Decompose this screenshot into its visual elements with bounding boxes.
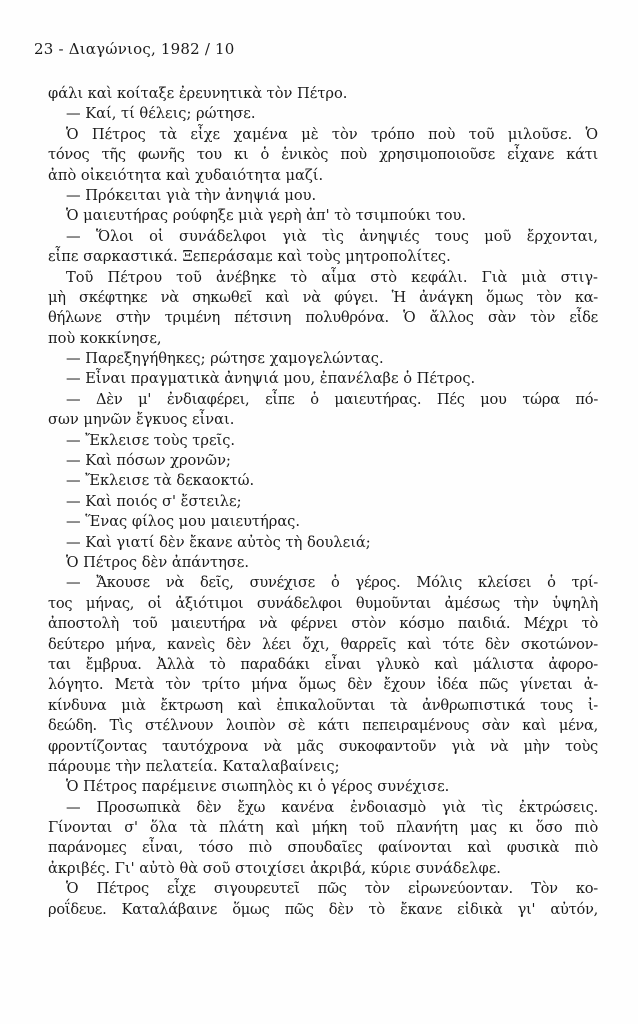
text-line: ροΐδευε. Καταλάβαινε ὅμως πῶς δὲν τὸ ἔκανε εἰδικὰ γι' αὐτόν, xyxy=(48,900,598,918)
text-line: — Ὅλοι οἱ συνάδελφοι γιὰ τὶς ἀνηψιές τους μοῦ ἔρχονται, xyxy=(66,227,598,245)
text-line: φροντίζοντας ταυτόχρονα νὰ μᾶς συκοφαντοῦν γιὰ νὰ μὴν τοὺς xyxy=(48,737,598,755)
text-line: δεύτερο μήνα, κανεὶς δὲν λέει ὄχι, θαρρεῖς καὶ τότε δὲν σκοτώνον- xyxy=(48,635,598,653)
text-line: φάλι καὶ κοίταξε ἐρευνητικὰ τὸν Πέτρο. xyxy=(48,85,348,102)
text-line: Ὁ Πέτρος παρέμεινε σιωπηλὸς κι ὁ γέρος συνέχισε. xyxy=(66,778,450,796)
text-line: θήλωνε στὴν τριμένη πέτσινη πολυθρόνα. Ὁ ἄλλος σὰν τὸν εἶδε xyxy=(48,309,598,327)
text-line: — Καὶ πόσων χρονῶν; xyxy=(66,452,231,470)
text-line: — Πρόκειται γιὰ τὴν ἀνηψιά μου. xyxy=(66,186,317,204)
text-line: τόνος τῆς φωνῆς του κι ὁ ἑνικὸς ποὺ χρησιμοποιοῦσε εἶχανε κάτι xyxy=(48,146,598,164)
text-line: — Ἕνας φίλος μου μαιευτήρας. xyxy=(66,513,300,531)
text-line: — Ἄκουσε νὰ δεῖς, συνέχισε ὁ γέρος. Μόλις κλείσει ὁ τρί- xyxy=(66,574,598,592)
text-line: τος μήνας, οἱ ἀξιότιμοι συνάδελφοι θυμοῦνται ἀμέσως τὴν ὑψηλὴ xyxy=(48,594,598,612)
text-line: πάρουμε τὴν πελατεία. Καταλαβαίνεις; xyxy=(48,757,340,775)
body-text xyxy=(48,84,598,920)
text-line: Ὁ Πέτρος δὲν ἀπάντησε. xyxy=(66,553,249,571)
text-line: — Ἔκλεισε τὰ δεκαοκτώ. xyxy=(66,472,255,490)
text-line: ἀκριβές. Γι' αὐτὸ θὰ σοῦ στοιχίσει ἀκριβά, κύριε συνάδελφε. xyxy=(48,859,501,877)
text-line: σων μηνῶν ἔγκυος εἶναι. xyxy=(48,411,235,429)
text-line: κίνδυνα μιὰ ἔκτρωση καὶ ἐπικαλοῦνται τὰ ἀνθρωπιστικά τους ἰ- xyxy=(48,696,598,714)
text-line: — Εἶναι πραγματικὰ ἀνηψιά μου, ἐπανέλαβε ὁ Πέτρος. xyxy=(66,370,476,388)
text-line: — Καὶ γιατί δὲν ἔκανε αὐτὸς τὴ δουλειά; xyxy=(66,533,371,551)
text-line: — Δὲν μ' ἐνδιαφέρει, εἶπε ὁ μαιευτήρας. Πές μου τώρα πό- xyxy=(66,390,598,408)
text-line: — Καὶ ποιός σ' ἔστειλε; xyxy=(66,492,242,510)
text-line: ἀποστολὴ τοῦ μαιευτήρα νὰ φέρνει στὸν κόσμο παιδιά. Μέχρι τὸ xyxy=(48,615,598,633)
text-line: λόγητο. Μετὰ τὸν τρίτο μήνα ὅμως δὲν ἔχουν ἰδέα πῶς γίνεται ἀ- xyxy=(48,676,598,694)
text-line: ται ἔμβρυα. Ἀλλὰ τὸ παραδάκι εἶναι γλυκὸ καὶ μάλιστα ἀφορο- xyxy=(48,655,598,673)
text-line: Τοῦ Πέτρου τοῦ ἀνέβηκε τὸ αἷμα στὸ κεφάλι. Γιὰ μιὰ στιγ- xyxy=(66,268,598,286)
text-line: ἀπὸ οἰκειότητα καὶ χυδαιότητα μαζί. xyxy=(48,166,324,184)
text-line: Γίνονται σ' ὅλα τὰ πλάτη καὶ μήκη τοῦ πλανήτη μας κι ὅσο πιὸ xyxy=(48,819,598,837)
text-line: εἶπε σαρκαστικά. Ξεπεράσαμε καὶ τοὺς μητροπολίτες. xyxy=(48,248,451,266)
text-line: μὴ σκέφτηκε νὰ σηκωθεῖ καὶ νὰ φύγει. Ἡ ἀνάγκη ὅμως τὸν κα- xyxy=(48,288,598,306)
text-line: ποὺ κοκκίνησε, xyxy=(48,329,162,347)
text-line: δεώδη. Τὶς στέλνουν λοιπὸν σὲ κάτι πεπειραμένους σὰν καὶ μένα, xyxy=(48,717,598,735)
text-line: — Παρεξηγήθηκες; ρώτησε χαμογελώντας. xyxy=(66,350,384,368)
text-line: Ὁ Πέτρος εἶχε σιγουρευτεῖ πῶς τὸν εἰρωνεύονταν. Τὸν κο- xyxy=(66,880,598,898)
text-line: — Καί, τί θέλεις; ρώτησε. xyxy=(66,105,256,123)
text-line: Ὁ Πέτρος τὰ εἶχε χαμένα μὲ τὸν τρόπο ποὺ τοῦ μιλοῦσε. Ὁ xyxy=(66,125,598,143)
text-line: παράνομες εἶναι, τόσο πιὸ σπουδαῖες φαίνονται καὶ φυσικὰ πιὸ xyxy=(48,839,598,857)
page-header: 23 - Διαγώνιος, 1982 / 10 xyxy=(34,40,235,58)
text-line: Ὁ μαιευτήρας ρούφηξε μιὰ γερὴ ἀπ' τὸ τσιμπούκι του. xyxy=(66,207,467,225)
text-line: — Ἔκλεισε τοὺς τρεῖς. xyxy=(66,431,236,449)
text-line: — Προσωπικὰ δὲν ἔχω κανένα ἐνδοιασμὸ γιὰ τὶς ἐκτρώσεις. xyxy=(66,798,598,816)
